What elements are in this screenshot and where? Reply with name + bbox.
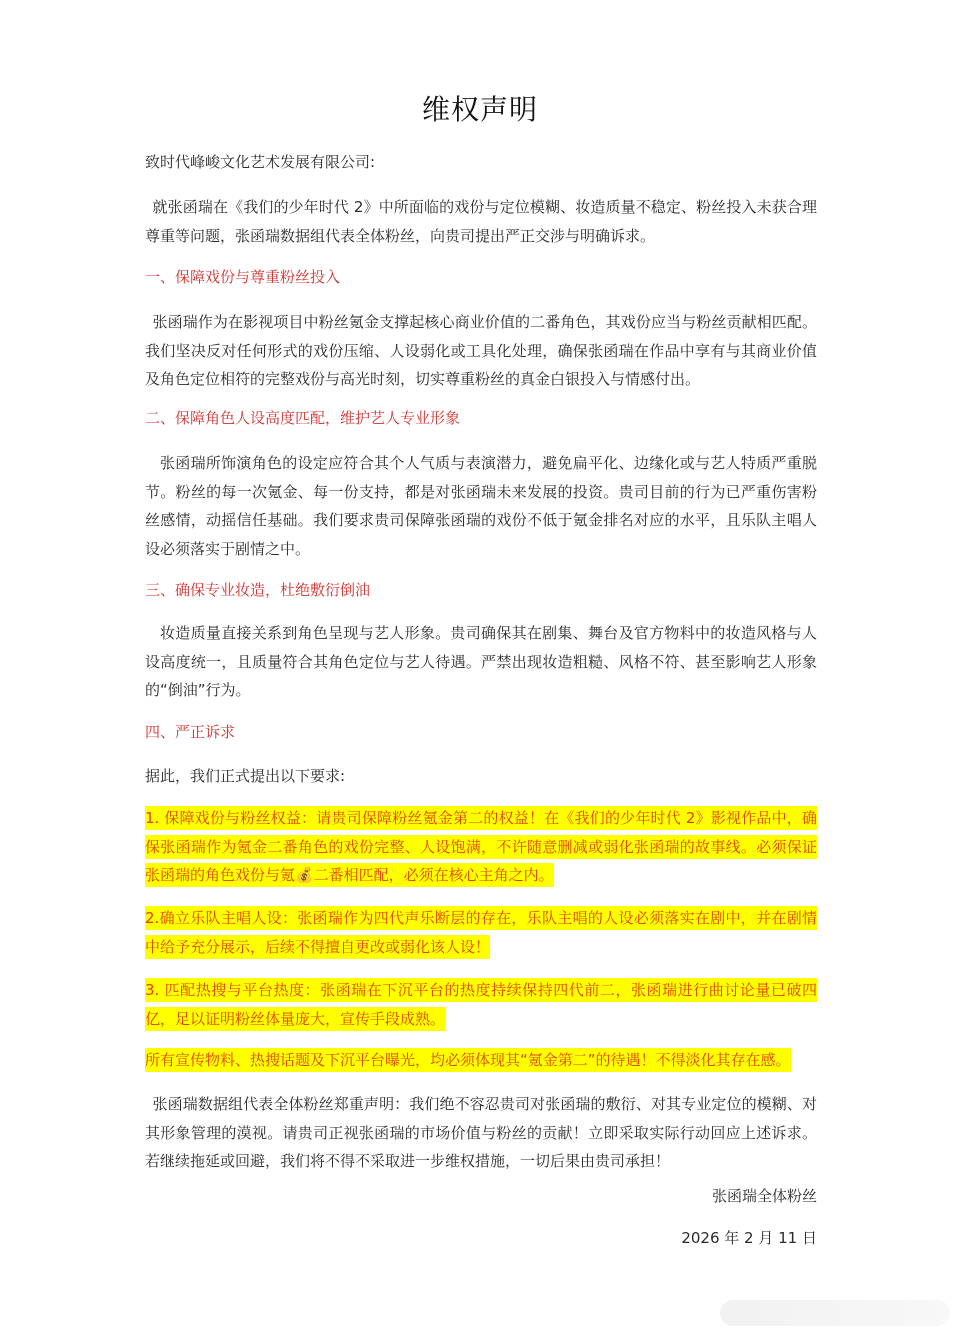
watermark — [720, 1300, 950, 1326]
demand-1 — [145, 804, 817, 890]
demand-3 — [145, 976, 817, 1033]
page-title: 维权声明 — [421, 93, 538, 126]
section-body-1: 张函瑞作为在影视项目中粉丝氪金支撑起核心商业价值的二番角色，其戏份应当与粉丝贡献相匹配。我们坚决反对任何形式的戏份压缩、人设弱化或工具化处理，确保张函瑞在作品中享有与其商业价值及角色定位相符的完整戏份与高光时刻，切实尊重粉丝的真金白银投入与情感付出。 — [145, 313, 817, 388]
section-heading-1: 一、保障戏份与尊重粉丝投入 — [145, 268, 341, 286]
section-body-3: 妆造质量直接关系到角色呈现与艺人形象。贵司确保其在剧集、舞台及官方物料中的妆造风格与人设高度统一，且质量符合其角色定位与艺人待遇。严禁出现妆造粗糙、风格不符、甚至影响艺人形象的“倒油”行为。 — [145, 624, 817, 699]
section-heading-3: 三、确保专业妆造，杜绝敷衍倒油 — [145, 581, 371, 599]
intro-paragraph: 就张函瑞在《我们的少年时代 2》中所面临的戏份与定位模糊、妆造质量不稳定、粉丝投入未获合理尊重等问题，张函瑞数据组代表全体粉丝，向贵司提出严正交涉与明确诉求。 — [145, 198, 817, 245]
demand-2 — [145, 904, 817, 961]
demand-3-text: 3. 匹配热搜与平台热度：张函瑞在下沉平台的热度持续保持四代前二，张函瑞进行曲讨论量已破四亿，足以证明粉丝体量庞大，宣传手段成熟。 — [145, 978, 817, 1031]
signature: 张函瑞全体粉丝 — [711, 1187, 817, 1205]
section-body-2: 张函瑞所饰演角色的设定应符合其个人气质与表演潜力，避免扁平化、边缘化或与艺人特质严重脱节。粉丝的每一次氪金、每一份支持，都是对张函瑞未来发展的投资。贵司目前的行为已严重伤害粉丝感情，动摇信任基础。我们要求贵司保障张函瑞的戏份不低于氪金排名对应的水平，且乐队主唱人设必须落实于剧情之中。 — [145, 454, 817, 558]
demand-4 — [145, 1046, 817, 1075]
demand-2-text: 2.确立乐队主唱人设：张函瑞作为四代声乐断层的存在，乐队主唱的人设必须落实在剧中，并在剧情中给予充分展示，后续不得擅自更改或弱化该人设！ — [145, 906, 817, 959]
demand-1-text: 1. 保障戏份与粉丝权益：请贵司保障粉丝氪金第二的权益！在《我们的少年时代 2》影视作品中，确保张函瑞作为氪金二番角色的戏份完整、人设饱满，不许随意删减或弱化张函瑞的故事线。必须保证张函瑞的角色戏份与氪💰二番相匹配，必须在核心主角之内。 — [145, 806, 817, 887]
section-heading-4: 四、严正诉求 — [145, 723, 236, 741]
demand-4-text: 所有宣传物料、热搜话题及下沉平台曝光，均必须体现其“氪金第二”的待遇！不得淡化其存在感。 — [145, 1048, 791, 1072]
section-heading-2: 二、保障角色人设高度匹配，维护艺人专业形象 — [145, 409, 461, 427]
demands-intro: 据此，我们正式提出以下要求: — [145, 767, 346, 785]
date: 2026 年 2 月 11 日 — [681, 1229, 817, 1247]
closing-paragraph: 张函瑞数据组代表全体粉丝郑重声明：我们绝不容忍贵司对张函瑞的敷衍、对其专业定位的模糊、对其形象管理的漠视。请贵司正视张函瑞的市场价值与粉丝的贡献！立即采取实际行动回应上述诉求。若继续拖延或回避，我们将不得不采取进一步维权措施，一切后果由贵司承担！ — [145, 1095, 817, 1170]
greeting: 致时代峰峻文化艺术发展有限公司: — [145, 153, 376, 171]
